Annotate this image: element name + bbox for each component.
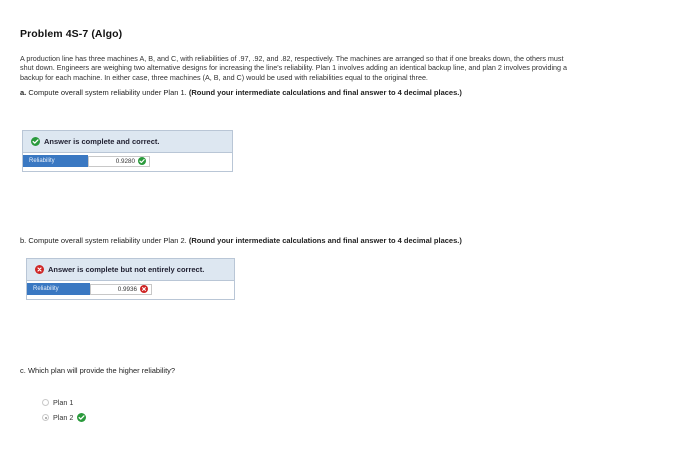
check-icon bbox=[138, 157, 146, 165]
x-icon bbox=[140, 285, 148, 293]
question-b bbox=[20, 236, 462, 245]
radio-button[interactable] bbox=[42, 414, 49, 421]
reliability-input-b[interactable] bbox=[90, 284, 152, 295]
feedback-banner-b bbox=[27, 259, 234, 281]
option-plan-1[interactable] bbox=[42, 398, 73, 407]
reliability-input-a[interactable] bbox=[88, 156, 150, 167]
problem-title: Problem 4S-7 (Algo) bbox=[20, 28, 123, 40]
feedback-text-a: Answer is complete and correct. bbox=[44, 137, 160, 146]
reliability-value-a: 0.9280 bbox=[115, 157, 135, 165]
reliability-label-a: Reliability bbox=[23, 155, 88, 167]
problem-description-line: if one breaks down, the others must shut down. Engineers are weighing two alternative designs for increasing the line's reliability. Plan bbox=[20, 54, 564, 73]
question-a-text: Compute overall system reliability under Plan 1. bbox=[28, 88, 187, 98]
question-c-prefix: c. bbox=[20, 366, 26, 375]
option-label: Plan 1 bbox=[53, 398, 74, 407]
problem-description-line: A production line has three machines A, B, and C, with reliabilities of .97, .92, and .82, respectively. The machines are arranged so that bbox=[20, 54, 448, 63]
reliability-value-b: 0.9936 bbox=[117, 285, 137, 293]
reliability-label-b: Reliability bbox=[27, 283, 90, 295]
question-b-instruction: (Round your intermediate calculations and final answer to 4 decimal places.) bbox=[188, 236, 462, 245]
check-icon bbox=[77, 413, 86, 422]
question-c-text: Which plan will provide the higher reliability? bbox=[27, 366, 176, 375]
question-c bbox=[20, 366, 175, 375]
problem-description-line: 1 involves adding an identical backup line, and plan 2 involves providing a backup for each machine. In either case, three machines (A, bbox=[20, 63, 568, 82]
feedback-text-b: Answer is complete but not entirely correct. bbox=[48, 265, 205, 274]
problem-description-line: B, and C) would be used with reliabilities equal to the original three. bbox=[213, 72, 428, 82]
question-b-prefix: b. bbox=[20, 236, 27, 245]
option-label: Plan 2 bbox=[53, 413, 74, 422]
question-a-instruction: (Round your intermediate calculations and final answer to 4 decimal places.) bbox=[188, 88, 462, 98]
feedback-banner-a bbox=[23, 131, 232, 153]
radio-button[interactable] bbox=[42, 399, 49, 406]
check-icon bbox=[31, 137, 40, 146]
answer-row-a bbox=[23, 155, 232, 167]
answer-box-a bbox=[22, 130, 233, 172]
problem-description bbox=[20, 54, 568, 82]
answer-box-b bbox=[26, 258, 235, 300]
question-a bbox=[20, 88, 700, 97]
question-a-prefix: a. bbox=[20, 88, 27, 98]
question-b-text: Compute overall system reliability under Plan 2. bbox=[28, 236, 187, 245]
x-icon bbox=[35, 265, 44, 274]
answer-row-b bbox=[27, 283, 234, 295]
option-plan-2[interactable] bbox=[42, 413, 86, 422]
